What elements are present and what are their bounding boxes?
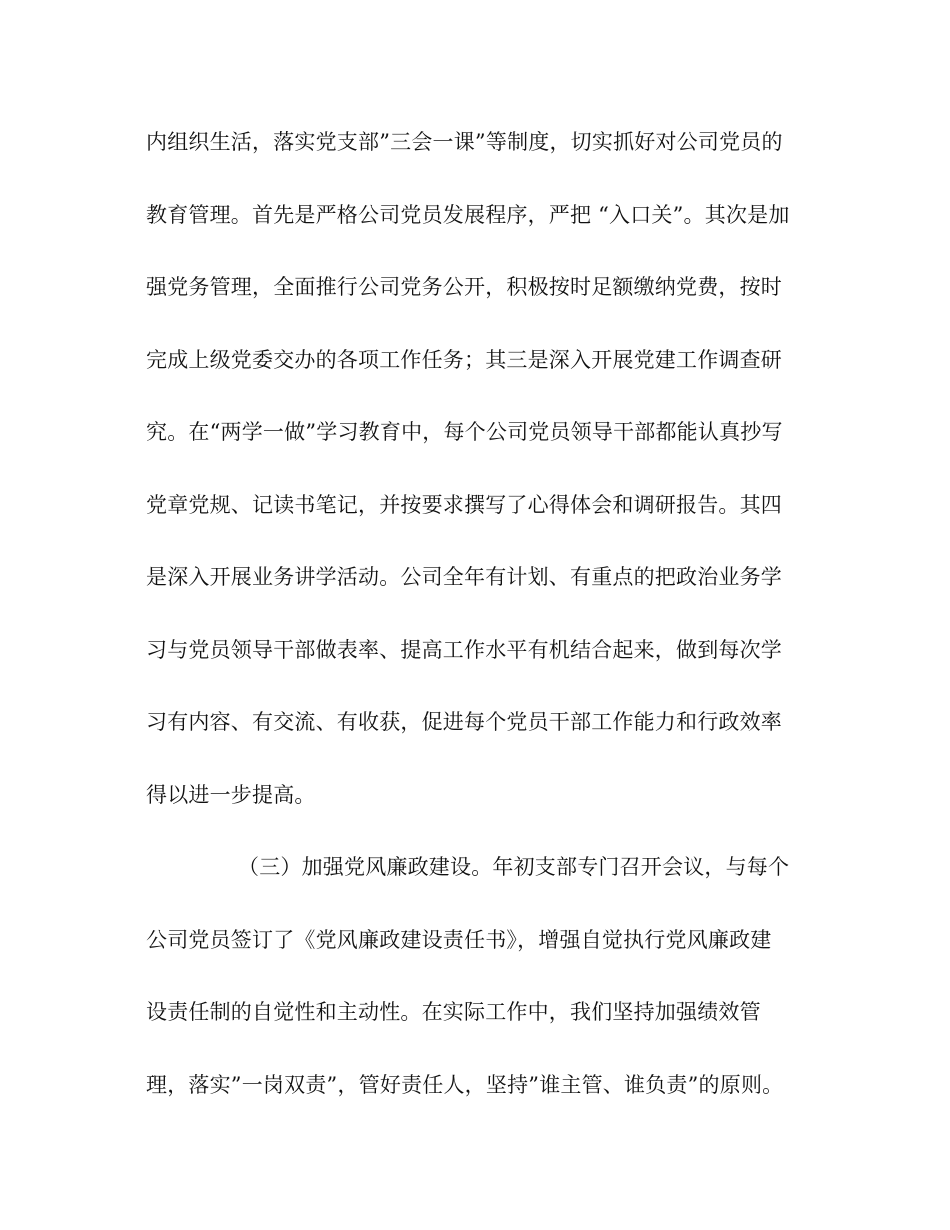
paragraph-integrity-building [146, 835, 806, 1125]
text-line: 公司党员签订了《党风廉政建设责任书》，增强自觉执行党风廉政建 [146, 927, 772, 952]
text-line: 是深入开展业务讲学活动。公司全年有计划、有重点的把政治业务学 [146, 565, 782, 589]
text-line: 内组织生活，落实党支部”三会一课”等制度，切实抓好对公司党员的 [146, 130, 783, 154]
document-body [146, 110, 806, 1125]
text-line: 得以进一步提高。 [146, 782, 316, 807]
paragraph-education-management [146, 110, 806, 835]
text-line: 设责任制的自觉性和主动性。在实际工作中，我们坚持加强绩效管 [146, 1000, 761, 1024]
text-line: 究。在“两学一做”学习教育中，每个公司党员领导干部都能认真抄写 [146, 420, 783, 444]
text-line: 党章党规、记读书笔记，并按要求撰写了心得体会和调研报告。其四 [146, 492, 782, 517]
text-line: 习与党员领导干部做表率、提高工作水平有机结合起来，做到每次学 [146, 637, 782, 662]
text-line: 理，落实”一岗双责”，管好责任人，坚持”谁主管、谁负责”的原则。 [146, 1072, 784, 1097]
text-line: 习有内容、有交流、有收获，促进每个党员干部工作能力和行政效率 [146, 710, 782, 734]
text-line: 完成上级党委交办的各项工作任务；其三是深入开展党建工作调查研 [146, 347, 782, 372]
text-line: 强党务管理，全面推行公司党务公开，积极按时足额缴纳党费，按时 [146, 275, 782, 299]
text-line: 教育管理。首先是严格公司党员发展程序，严把 “入口关”。其次是加 [146, 202, 790, 227]
section-heading-line: （三）加强党风廉政建设。年初支部专门召开会议，与每个 [238, 855, 790, 879]
